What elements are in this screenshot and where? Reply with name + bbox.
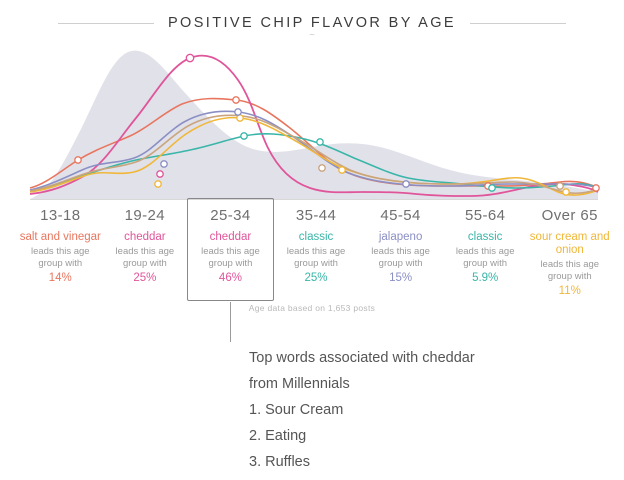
flavor-pct: 25% xyxy=(133,272,157,284)
flavor-desc: leads this age group with xyxy=(30,246,90,269)
age-label: 35-44 xyxy=(295,207,337,224)
page-title: POSITIVE CHIP FLAVOR BY AGE xyxy=(167,15,456,31)
age-label: 25-34 xyxy=(210,207,251,224)
flavor-pct: 14% xyxy=(48,272,72,284)
flavor-label: cheddar xyxy=(209,231,252,243)
title-tilde: ~ xyxy=(309,30,315,41)
flavor-pct: 11% xyxy=(558,285,581,297)
callout-list-item-3: 3. Ruffles xyxy=(249,454,310,470)
flavor-pct: 5.9% xyxy=(472,272,499,284)
callout-line-1: Top words associated with cheddar xyxy=(249,350,475,366)
flavor-desc: leads this age group with xyxy=(540,259,600,282)
line-chart xyxy=(0,36,624,200)
age-column-45-54[interactable] xyxy=(358,201,443,311)
age-label: 19-24 xyxy=(124,207,166,224)
flavor-pct: 15% xyxy=(389,272,413,284)
flavor-label: cheddar xyxy=(124,231,166,243)
title-rule-left xyxy=(58,23,154,24)
flavor-desc: leads this age group with xyxy=(286,246,346,269)
callout-panel xyxy=(249,345,579,475)
chart-footnote: Age data based on 1,653 posts xyxy=(248,303,376,313)
flavor-label: jalapeno xyxy=(378,231,423,243)
flavor-desc: leads this age group with xyxy=(201,246,260,269)
flavor-pct: 25% xyxy=(304,272,328,284)
age-group-columns xyxy=(18,201,612,311)
age-column-25-34[interactable] xyxy=(187,198,274,301)
age-label: 13-18 xyxy=(40,207,81,224)
flavor-desc: leads this age group with xyxy=(371,246,430,269)
flavor-desc: leads this age group with xyxy=(115,246,175,269)
x-axis-line xyxy=(30,199,598,200)
callout-list-item-1: 1. Sour Cream xyxy=(249,402,344,418)
flavor-desc: leads this age group with xyxy=(455,246,515,269)
flavor-pct: 46% xyxy=(218,272,242,284)
callout-line-2: from Millennials xyxy=(249,376,350,392)
age-label: 45-54 xyxy=(380,207,421,224)
age-column-35-44[interactable] xyxy=(274,201,359,311)
chart-svg xyxy=(0,36,624,200)
background-area-shape xyxy=(30,51,598,199)
flavor-label: classic xyxy=(467,231,503,243)
age-column-13-18[interactable] xyxy=(18,201,103,311)
flavor-label: classic xyxy=(298,231,334,243)
flavor-label: salt and vinegar xyxy=(19,231,101,243)
age-label: Over 65 xyxy=(541,207,598,224)
age-column-19-24[interactable] xyxy=(103,201,188,311)
age-label: 55-64 xyxy=(464,207,506,224)
flavor-label: sour cream and onion xyxy=(529,231,610,256)
title-rule-right xyxy=(470,23,566,24)
age-column-55-64[interactable] xyxy=(443,201,528,311)
callout-list-item-2: 2. Eating xyxy=(249,428,307,444)
age-column-over-65[interactable] xyxy=(527,201,612,311)
